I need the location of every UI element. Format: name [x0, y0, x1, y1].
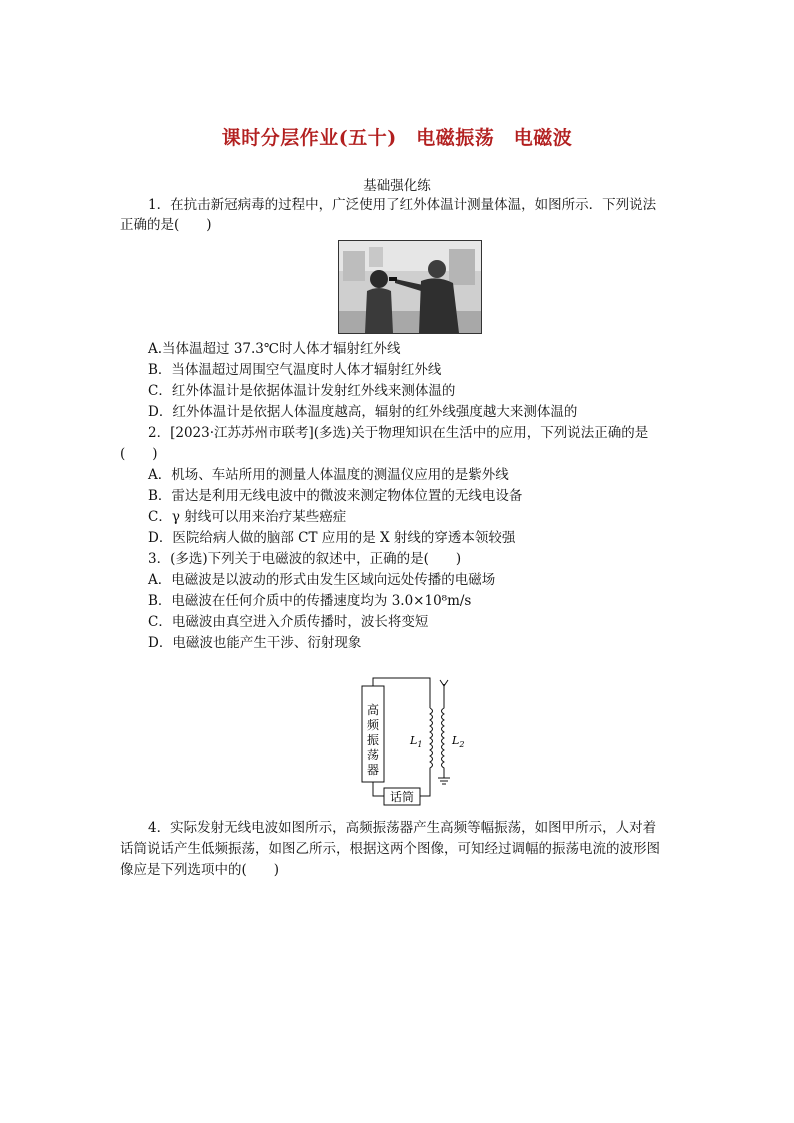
q4-line1: 4．实际发射无线电波如图所示，高频振荡器产生高频等幅振荡，如图甲所示，人对着: [148, 820, 657, 836]
q4-line3: 像应是下列选项中的( ): [120, 862, 280, 878]
q3-stem: 3．(多选)下列关于电磁波的叙述中，正确的是( ): [148, 551, 462, 567]
q1-stem-line2: 正确的是( ): [120, 217, 212, 233]
thermometer-photo-illustration: [339, 241, 481, 333]
thermometer-photo: [338, 240, 482, 334]
q3-option-a: A．电磁波是以波动的形式由发生区域向远处传播的电磁场: [148, 572, 496, 588]
q2-stem-line1: 2．[2023·江苏苏州市联考](多选)关于物理知识在生活中的应用，下列说法正确的是: [148, 425, 649, 441]
l2-label: $L_2$: [452, 734, 465, 749]
coil-l1: [430, 708, 433, 770]
q1-option-c: C．红外体温计是依据体温计发射红外线来测体温的: [148, 383, 456, 399]
q4-line2: 话筒说话产生低频振荡，如图乙所示，根据这两个图像，可知经过调幅的振荡电流的波形图: [120, 841, 660, 857]
oscillator-label-char1: 高: [366, 703, 380, 717]
q3-option-b: B．电磁波在任何介质中的传播速度均为 3.0×10⁸m/s: [148, 593, 472, 609]
microphone-label: 话筒: [389, 790, 415, 804]
transmitter-circuit-diagram: [352, 674, 472, 810]
oscillator-label-char4: 荡: [366, 748, 380, 762]
q3-option-d: D．电磁波也能产生干涉、衍射现象: [148, 635, 362, 651]
l1-label: $L_1$: [410, 734, 423, 749]
q1-option-a: A.当体温超过 37.3℃时人体才辐射红外线: [148, 341, 401, 357]
q3-option-c: C．电磁波由真空进入介质传播时，波长将变短: [148, 614, 429, 630]
coil-l2: [442, 684, 445, 778]
q1-option-d: D．红外体温计是依据人体温度越高，辐射的红外线强度越大来测体温的: [148, 404, 578, 420]
q2-option-d: D．医院给病人做的脑部 CT 应用的是 X 射线的穿透本领较强: [148, 530, 516, 546]
oscillator-label-char5: 器: [366, 763, 380, 777]
antenna-icon: [440, 680, 448, 686]
q2-option-c: C．γ 射线可以用来治疗某些癌症: [148, 509, 347, 525]
q2-option-a: A．机场、车站所用的测量人体温度的测温仪应用的是紫外线: [148, 467, 509, 483]
page-title: 课时分层作业(五十) 电磁振荡 电磁波: [221, 127, 573, 149]
section-heading: 基础强化练: [363, 178, 431, 194]
oscillator-label-char3: 振: [366, 733, 380, 747]
q2-option-b: B．雷达是利用无线电波中的微波来测定物体位置的无线电设备: [148, 488, 523, 504]
q2-stem-line2: ( ): [120, 446, 158, 462]
oscillator-label-char2: 频: [366, 718, 380, 732]
q1-stem-line1: 1．在抗击新冠病毒的过程中，广泛使用了红外体温计测量体温，如图所示．下列说法: [148, 197, 657, 213]
q1-option-b: B．当体温超过周围空气温度时人体才辐射红外线: [148, 362, 442, 378]
